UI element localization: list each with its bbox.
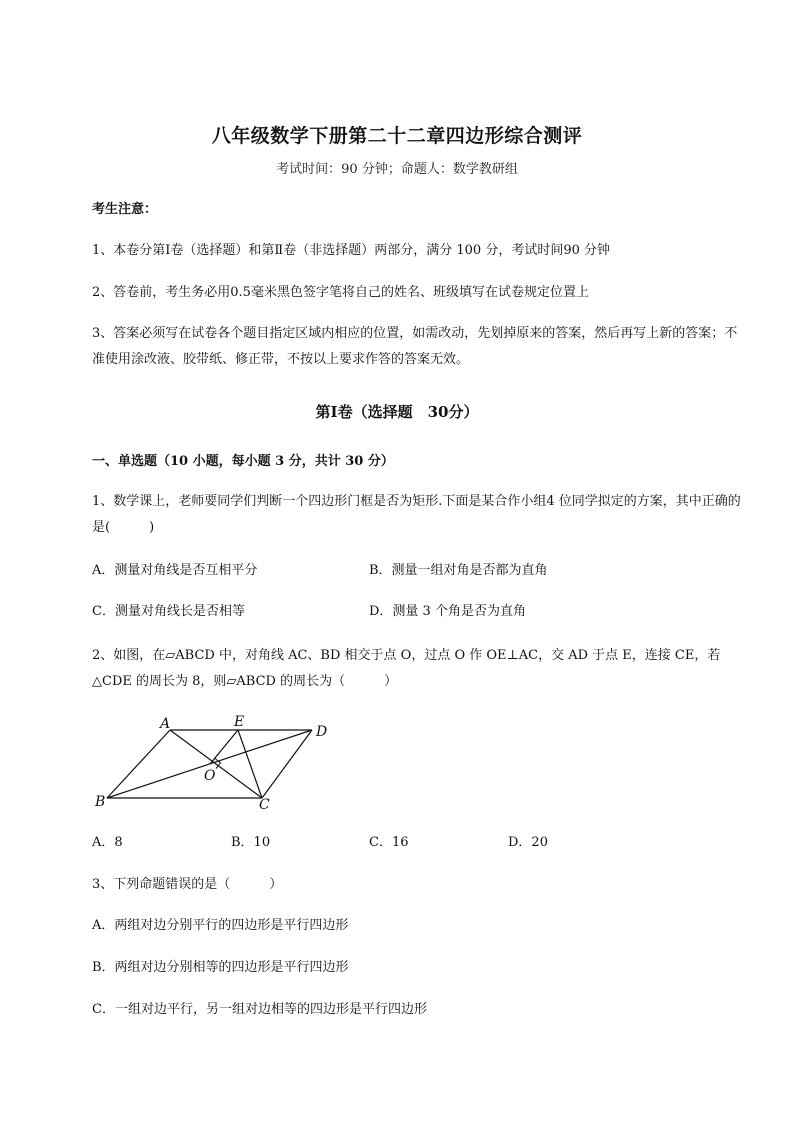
label-b: B [95,794,106,810]
label-a: A [160,716,171,732]
question-1-option-a[interactable]: A．测量对角线是否互相平分 [92,563,258,578]
notice-item-1: 1、本卷分第Ⅰ卷（选择题）和第Ⅱ卷（非选择题）两部分，满分 100 分，考试时间90 分钟 [92,243,610,258]
parallelogram-figure [92,712,342,812]
exam-info: 考试时间：90 分钟；命题人：数学教研组 [276,162,518,177]
label-d: D [316,724,328,740]
part-title: 一、单选题（10 小题，每小题 3 分，共计 30 分） [92,454,394,469]
question-3-option-c[interactable]: C．一组对边平行，另一组对边相等的四边形是平行四边形 [92,1002,427,1017]
edge-dc [262,730,312,798]
notice-item-3: 3、答案必须写在试卷各个题目指定区域内相应的位置，如需改动，先划掉原来的答案，然后再写上新的答案；不准使用涂改液、胶带纸、修正带，不按以上要求作答的答案无效。 [92,326,738,367]
question-2-option-b[interactable]: B．10 [231,835,271,850]
question-2-option-d[interactable]: D．20 [508,835,548,850]
page-title: 八年级数学下册第二十二章四边形综合测评 [211,125,583,147]
question-1-stem: 1、数学课上，老师要同学们判断一个四边形门框是否为矩形.下面是某合作小组4 位同学拟定的方案，其中正确的是( ) [92,494,741,535]
question-3-option-b[interactable]: B．两组对边分别相等的四边形是平行四边形 [92,960,349,975]
section-title: 第Ⅰ卷（选择题 30分） [315,403,479,421]
label-e: E [234,714,245,730]
diagonal-ac [170,730,262,798]
notice-item-2: 2、答卷前，考生务必用0.5毫米黑色签字笔将自己的姓名、班级填写在试卷规定位置上 [92,285,589,300]
question-2-option-a[interactable]: A．8 [92,835,123,850]
question-2-stem-line-1: 2、如图，在▱ABCD 中，对角线 AC、BD 相交于点 O，过点 O 作 OE⊥AC，交 AD 于点 E，连接 CE，若 [92,648,721,663]
question-1-option-b[interactable]: B．测量一组对角是否都为直角 [369,563,548,578]
notice-heading: 考生注意： [92,202,158,217]
question-2-stem-line-2: △CDE 的周长为 8，则▱ABCD 的周长为（ ） [92,674,398,689]
segment-ce [238,730,262,798]
question-1-option-d[interactable]: D．测量 3 个角是否为直角 [369,604,526,619]
question-3-option-a[interactable]: A．两组对边分别平行的四边形是平行四边形 [92,918,349,933]
question-2-option-c[interactable]: C．16 [369,835,409,850]
question-1-option-c[interactable]: C．测量对角线长是否相等 [92,604,245,619]
label-c: C [259,797,270,812]
question-3-stem: 3、下列命题错误的是（ ） [92,877,283,892]
label-o: O [204,768,216,784]
